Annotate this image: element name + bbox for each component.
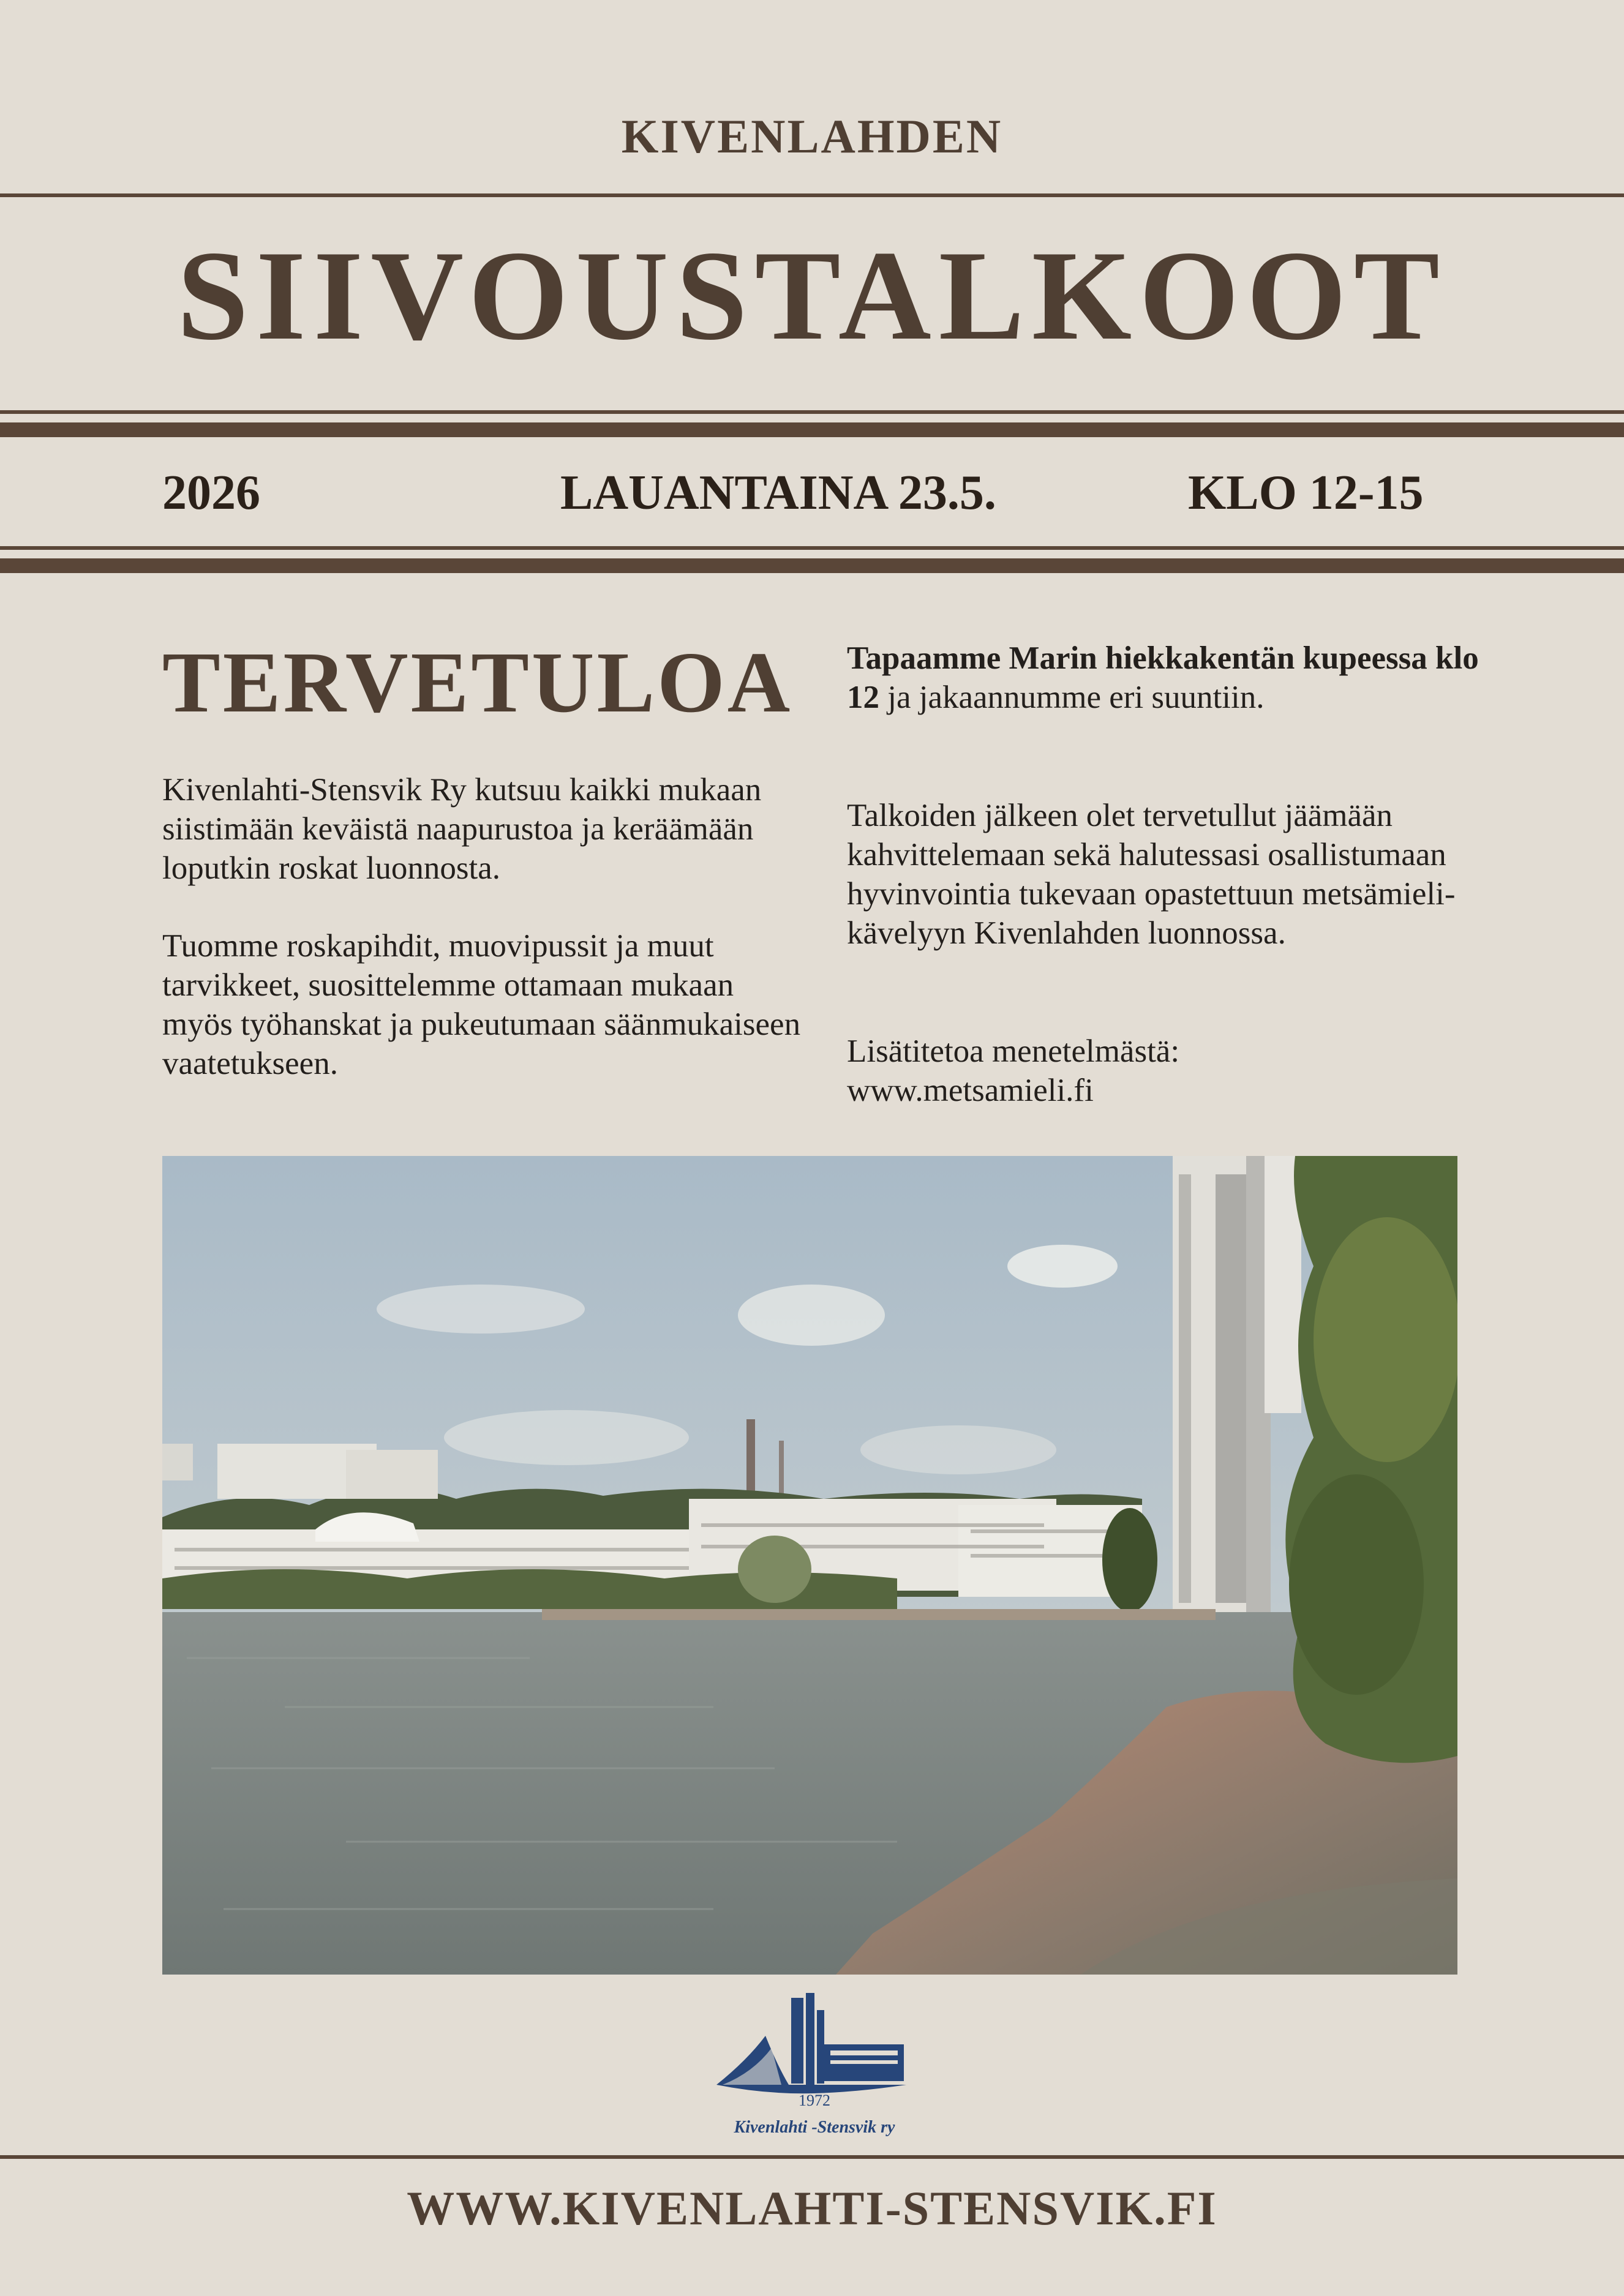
after-event-paragraph: Talkoiden jälkeen olet tervetullut jäämään kahvittelemaan sekä halutessasi osallistumaan hyvinvointia tukevaan opastettuun metsämieli-kävelyyn Kivenlahden luonnossa. xyxy=(847,798,1456,951)
event-time: KLO 12-15 xyxy=(1188,466,1424,520)
logo-name: Kivenlahti -Stensvik ry xyxy=(734,2118,895,2137)
rule-thin-1 xyxy=(0,410,1624,414)
meeting-bold-text: Tapaamme Marin hiekkakentän kupeessa klo 12 xyxy=(847,640,1479,715)
more-info-paragraph xyxy=(847,1032,1490,1110)
header-kicker: KIVENLAHDEN xyxy=(621,110,1003,163)
rule-top xyxy=(0,193,1624,197)
more-info-label: Lisätitetoa menetelmästä: xyxy=(847,1034,1180,1069)
rule-thick-1 xyxy=(0,422,1624,437)
logo-year: 1972 xyxy=(799,2092,830,2109)
association-logo xyxy=(710,1993,919,2140)
welcome-heading: TERVETULOA xyxy=(162,634,793,730)
shoreline-photo xyxy=(162,1156,1457,1975)
page-title: SIIVOUSTALKOOT xyxy=(177,225,1447,367)
rule-footer xyxy=(0,2155,1624,2159)
website-link[interactable]: WWW.KIVENLAHTI-STENSVIK.FI xyxy=(407,2182,1217,2235)
supplies-paragraph: Tuomme roskapihdit, muovipussit ja muut tarvikkeet, suosittelemme ottamaan mukaan myös työhanskat ja pukeutumaan säänmukaiseen vaatetukseen. xyxy=(162,928,801,1081)
metsamieli-link[interactable]: www.metsamieli.fi xyxy=(847,1073,1094,1108)
event-date: LAUANTAINA 23.5. xyxy=(560,466,996,520)
rule-thick-2 xyxy=(0,558,1624,573)
intro-paragraph: Kivenlahti-Stensvik Ry kutsuu kaikki mukaan siistimään keväistä naapurustoa ja keräämään loputkin roskat luonnosta. xyxy=(162,772,762,886)
rule-thin-2 xyxy=(0,546,1624,550)
meeting-rest-text: ja jakaannumme eri suuntiin. xyxy=(879,680,1265,715)
meeting-paragraph xyxy=(847,639,1490,717)
event-year: 2026 xyxy=(162,466,260,520)
